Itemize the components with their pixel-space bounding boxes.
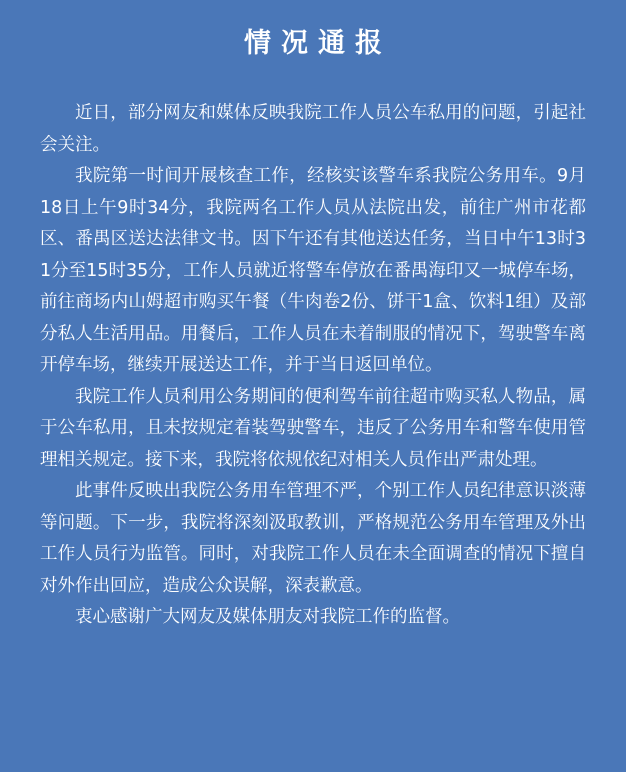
notice-body xyxy=(40,98,586,634)
notice-paragraph-1: 近日，部分网友和媒体反映我院工作人员公车私用的问题，引起社会关注。 xyxy=(40,103,586,155)
notice-paragraph-2: 我院第一时间开展核查工作，经核实该警车系我院公务用车。9月18日上午9时34分，我院两名工作人员从法院出发，前往广州市花都区、番禺区送达法律文书。因下午还有其他送达任务，当日中午13时31分至15时35分，工作人员就近将警车停放在番禺海印又一城停车场，前往商场内山姆超市购买午餐（牛肉卷2份、饼干1盒、饮料1组）及部分私人生活用品。用餐后，工作人员在未着制服的情况下，驾驶警车离开停车场，继续开展送达工作，并于当日返回单位。 xyxy=(40,166,586,375)
notice-paragraph-5: 衷心感谢广大网友及媒体朋友对我院工作的监督。 xyxy=(75,607,460,627)
notice-title: 情况通报 xyxy=(244,28,392,59)
notice-paragraph-3: 我院工作人员利用公务期间的便利驾车前往超市购买私人物品，属于公车私用，且未按规定着装驾驶警车，违反了公务用车和警车使用管理相关规定。接下来，我院将依规依纪对相关人员作出严肃处理。 xyxy=(40,386,586,470)
notice-paragraph-4: 此事件反映出我院公务用车管理不严，个别工作人员纪律意识淡薄等问题。下一步，我院将深刻汲取教训，严格规范公务用车管理及外出工作人员行为监管。同时，对我院工作人员在未全面调查的情况下擅自对外作出回应，造成公众误解，深表歉意。 xyxy=(40,481,586,596)
